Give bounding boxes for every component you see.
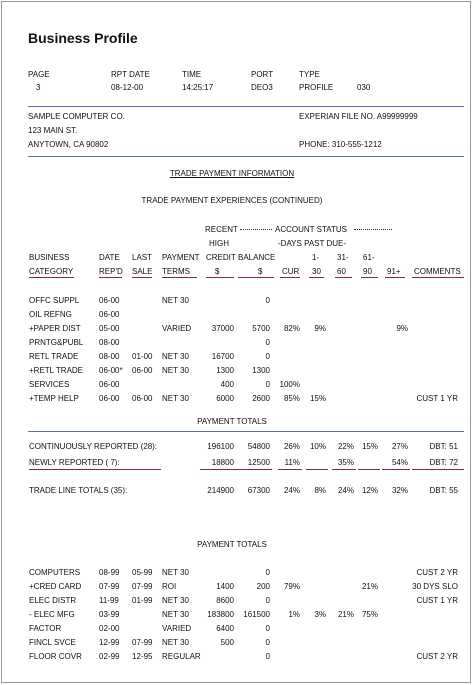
underline-category <box>29 277 74 278</box>
totals-recent-high-credit: 18800 <box>211 458 234 467</box>
totals-current-pct: 24% <box>283 486 300 495</box>
row-1-30-pct: 9% <box>314 324 326 333</box>
row-91-plus-pct: 9% <box>396 324 408 333</box>
col-d1b: 30 <box>312 267 321 276</box>
row-category: RETL TRADE <box>29 352 79 361</box>
totals-recent-high-credit: 196100 <box>207 442 234 451</box>
row-payment-terms: NET 30 <box>162 568 189 577</box>
row-category: - ELEC MFG <box>29 610 75 619</box>
row-balance: 1300 <box>252 366 270 375</box>
row-category: PRNTG&PUBL <box>29 338 84 347</box>
row-date-reported: 06-00* <box>99 366 123 375</box>
totals-underline <box>200 469 272 470</box>
row-recent-high-credit: 8600 <box>216 596 234 605</box>
col-recent: RECENT <box>205 225 238 234</box>
totals-dbt: DBT: 55 <box>429 486 458 495</box>
payment-totals-divider <box>28 431 464 432</box>
row-balance: 0 <box>265 338 270 347</box>
totals-31-60-pct: 35% <box>337 458 354 467</box>
row-recent-high-credit: 16700 <box>211 352 234 361</box>
row-current-pct: 82% <box>283 324 300 333</box>
row-category: FLOOR COVR <box>29 652 82 661</box>
section-title: TRADE PAYMENT INFORMATION <box>169 169 295 178</box>
company-city: ANYTOWN, CA 90802 <box>28 140 109 149</box>
totals-current-pct: 11% <box>284 458 300 467</box>
underline-d2 <box>335 277 352 278</box>
company-divider <box>28 156 464 157</box>
col-d3b: 90 <box>363 267 372 276</box>
row-recent-high-credit: 400 <box>220 380 234 389</box>
row-61-90-pct: 75% <box>361 610 378 619</box>
underline-balance <box>238 277 274 278</box>
header-port-value: DEO3 <box>251 83 273 92</box>
row-payment-terms: NET 30 <box>162 296 189 305</box>
col-balance: BALANCE <box>238 253 276 262</box>
row-date-reported: 06-00 <box>99 310 120 319</box>
row-category: OIL REFNG <box>29 310 72 319</box>
totals-91-plus-pct: 32% <box>391 486 408 495</box>
col-category: CATEGORY <box>29 267 74 276</box>
totals-31-60-pct: 22% <box>337 442 354 451</box>
row-category: +TEMP HELP <box>29 394 79 403</box>
totals-underline <box>358 469 380 470</box>
page-title: Business Profile <box>28 30 138 46</box>
row-balance: 200 <box>256 582 270 591</box>
row-date-reported: 06-00 <box>99 380 120 389</box>
col-business: BUSINESS <box>29 253 70 262</box>
row-last-sale: 07-99 <box>132 638 153 647</box>
company-street: 123 MAIN ST. <box>28 126 78 135</box>
row-balance: 0 <box>265 624 270 633</box>
underline-terms <box>162 277 197 278</box>
row-payment-terms: NET 30 <box>162 352 189 361</box>
underline-d3 <box>361 277 378 278</box>
row-category: ELEC DISTR <box>29 596 77 605</box>
row-recent-high-credit: 500 <box>220 638 234 647</box>
row-balance: 5700 <box>252 324 270 333</box>
row-category: +RETL TRADE <box>29 366 84 375</box>
row-payment-terms: NET 30 <box>162 638 189 647</box>
col-cur: CUR <box>282 267 300 276</box>
row-balance: 0 <box>265 638 270 647</box>
totals-label: CONTINUOUSLY REPORTED (28): <box>29 442 158 451</box>
row-date-reported: 12-99 <box>99 638 120 647</box>
row-date-reported: 06-00 <box>99 394 120 403</box>
col-sale: SALE <box>132 267 153 276</box>
row-balance: 161500 <box>243 610 270 619</box>
row-recent-high-credit: 183800 <box>207 610 234 619</box>
totals-balance: 54800 <box>247 442 270 451</box>
row-date-reported: 03-99 <box>99 610 120 619</box>
totals-61-90-pct: 12% <box>361 486 378 495</box>
col-d3a: 61- <box>363 253 375 262</box>
row-1-30-pct: 15% <box>309 394 326 403</box>
row-current-pct: 1% <box>288 610 300 619</box>
row-current-pct: 79% <box>283 582 300 591</box>
row-payment-terms: NET 30 <box>162 596 189 605</box>
totals-underline <box>29 469 161 470</box>
row-date-reported: 08-99 <box>99 568 120 577</box>
totals-current-pct: 26% <box>283 442 300 451</box>
col-d2b: 60 <box>337 267 346 276</box>
row-category: COMPUTERS <box>29 568 81 577</box>
header-label-page: PAGE <box>28 70 50 79</box>
row-current-pct: 85% <box>283 394 300 403</box>
header-type-name: PROFILE <box>299 83 334 92</box>
row-date-reported: 08-00 <box>99 352 120 361</box>
row-category: SERVICES <box>29 380 70 389</box>
col-comments: COMMENTS <box>414 267 461 276</box>
row-comments: CUST 1 YR <box>416 596 458 605</box>
row-payment-terms: NET 30 <box>162 610 189 619</box>
row-balance: 0 <box>265 596 270 605</box>
totals-recent-high-credit: 214900 <box>207 486 234 495</box>
col-d1a: 1- <box>312 253 320 262</box>
header-label-rpt-date: RPT DATE <box>111 70 150 79</box>
col-balance-unit: $ <box>258 267 263 276</box>
col-d4: 91+ <box>387 267 401 276</box>
business-profile-page <box>1 1 471 683</box>
header-divider <box>28 106 464 107</box>
row-date-reported: 07-99 <box>99 582 120 591</box>
totals-underline <box>278 469 302 470</box>
totals-dbt: DBT: 72 <box>429 458 458 467</box>
row-date-reported: 02-99 <box>99 652 120 661</box>
row-comments: CUST 1 YR <box>416 394 458 403</box>
row-31-60-pct: 21% <box>337 610 354 619</box>
row-last-sale: 06-00 <box>132 394 153 403</box>
col-credit: CREDIT <box>206 253 236 262</box>
underline-d1 <box>309 277 324 278</box>
row-last-sale: 01-99 <box>132 596 153 605</box>
row-payment-terms: ROI <box>162 582 177 591</box>
underline-cur <box>280 277 300 278</box>
totals-underline <box>412 469 464 470</box>
company-name: SAMPLE COMPUTER CO. <box>28 112 125 121</box>
row-comments: 30 DYS SLO <box>412 582 458 591</box>
underline-comments <box>412 277 464 278</box>
totals-balance: 12500 <box>247 458 270 467</box>
header-page-value: 3 <box>36 83 41 92</box>
row-comments: CUST 2 YR <box>416 568 458 577</box>
totals-1-30-pct: 8% <box>314 486 326 495</box>
col-payment: PAYMENT <box>162 253 200 262</box>
totals-underline <box>306 469 328 470</box>
row-category: OFFC SUPPL <box>29 296 80 305</box>
totals-balance: 67300 <box>247 486 270 495</box>
totals-label: TRADE LINE TOTALS (35): <box>29 486 128 495</box>
col-account-status: ACCOUNT STATUS <box>275 225 348 234</box>
row-balance: 0 <box>265 568 270 577</box>
row-balance: 0 <box>265 352 270 361</box>
col-d2a: 31- <box>337 253 349 262</box>
header-type-code: 030 <box>357 83 371 92</box>
underline-d4 <box>385 277 405 278</box>
row-date-reported: 02-00 <box>99 624 120 633</box>
row-category: FACTOR <box>29 624 62 633</box>
row-recent-high-credit: 6000 <box>216 394 234 403</box>
row-last-sale: 05-99 <box>132 568 153 577</box>
row-category: +PAPER DIST <box>29 324 81 333</box>
totals-underline <box>382 469 410 470</box>
col-high: HIGH <box>209 239 229 248</box>
header-label-time: TIME <box>182 70 202 79</box>
account-status-rule-left <box>240 229 272 230</box>
col-last: LAST <box>132 253 153 262</box>
row-date-reported: 06-00 <box>99 296 120 305</box>
row-balance: 0 <box>265 380 270 389</box>
totals-dbt: DBT: 51 <box>429 442 458 451</box>
row-date-reported: 11-99 <box>99 596 119 605</box>
col-terms: TERMS <box>162 267 190 276</box>
subsection-title: TRADE PAYMENT EXPERIENCES (CONTINUED) <box>141 196 323 205</box>
row-category: +CRED CARD <box>29 582 82 591</box>
row-date-reported: 08-00 <box>99 338 120 347</box>
col-credit-unit: $ <box>215 267 220 276</box>
payment-totals-title-2: PAYMENT TOTALS <box>197 540 267 549</box>
totals-1-30-pct: 10% <box>309 442 326 451</box>
header-rpt-date-value: 08-12-00 <box>111 83 144 92</box>
header-label-type: TYPE <box>299 70 320 79</box>
row-recent-high-credit: 37000 <box>211 324 234 333</box>
header-label-port: PORT <box>251 70 274 79</box>
underline-sale <box>132 277 152 278</box>
totals-label: NEWLY REPORTED ( 7): <box>29 458 120 467</box>
col-date: DATE <box>99 253 120 262</box>
row-61-90-pct: 21% <box>361 582 378 591</box>
underline-repd <box>99 277 122 278</box>
row-1-30-pct: 3% <box>314 610 326 619</box>
row-comments: CUST 2 YR <box>416 652 458 661</box>
header-time-value: 14:25:17 <box>182 83 214 92</box>
row-date-reported: 05-00 <box>99 324 120 333</box>
row-balance: 0 <box>265 652 270 661</box>
row-payment-terms: VARIED <box>162 324 192 333</box>
row-payment-terms: NET 30 <box>162 394 189 403</box>
row-current-pct: 100% <box>279 380 300 389</box>
row-last-sale: 01-00 <box>132 352 153 361</box>
totals-underline <box>332 469 356 470</box>
row-balance: 2600 <box>252 394 270 403</box>
totals-91-plus-pct: 54% <box>391 458 408 467</box>
row-last-sale: 07-99 <box>132 582 153 591</box>
totals-61-90-pct: 15% <box>361 442 378 451</box>
row-recent-high-credit: 6400 <box>216 624 234 633</box>
account-status-rule-right <box>354 229 392 230</box>
row-last-sale: 06-00 <box>132 366 153 375</box>
payment-totals-title: PAYMENT TOTALS <box>197 417 267 426</box>
row-payment-terms: NET 30 <box>162 366 189 375</box>
row-payment-terms: VARIED <box>162 624 192 633</box>
row-recent-high-credit: 1400 <box>216 582 234 591</box>
col-repd: REP'D <box>99 267 123 276</box>
totals-31-60-pct: 24% <box>337 486 354 495</box>
row-payment-terms: REGULAR <box>162 652 201 661</box>
underline-credit <box>206 277 234 278</box>
totals-91-plus-pct: 27% <box>391 442 408 451</box>
col-days-past-due: -DAYS PAST DUE- <box>278 239 347 248</box>
experian-file-no: EXPERIAN FILE NO. A99999999 <box>299 112 418 121</box>
row-recent-high-credit: 1300 <box>216 366 234 375</box>
company-phone: PHONE: 310-555-1212 <box>299 140 382 149</box>
row-category: FINCL SVCE <box>29 638 76 647</box>
row-balance: 0 <box>265 296 270 305</box>
row-last-sale: 12-95 <box>132 652 153 661</box>
